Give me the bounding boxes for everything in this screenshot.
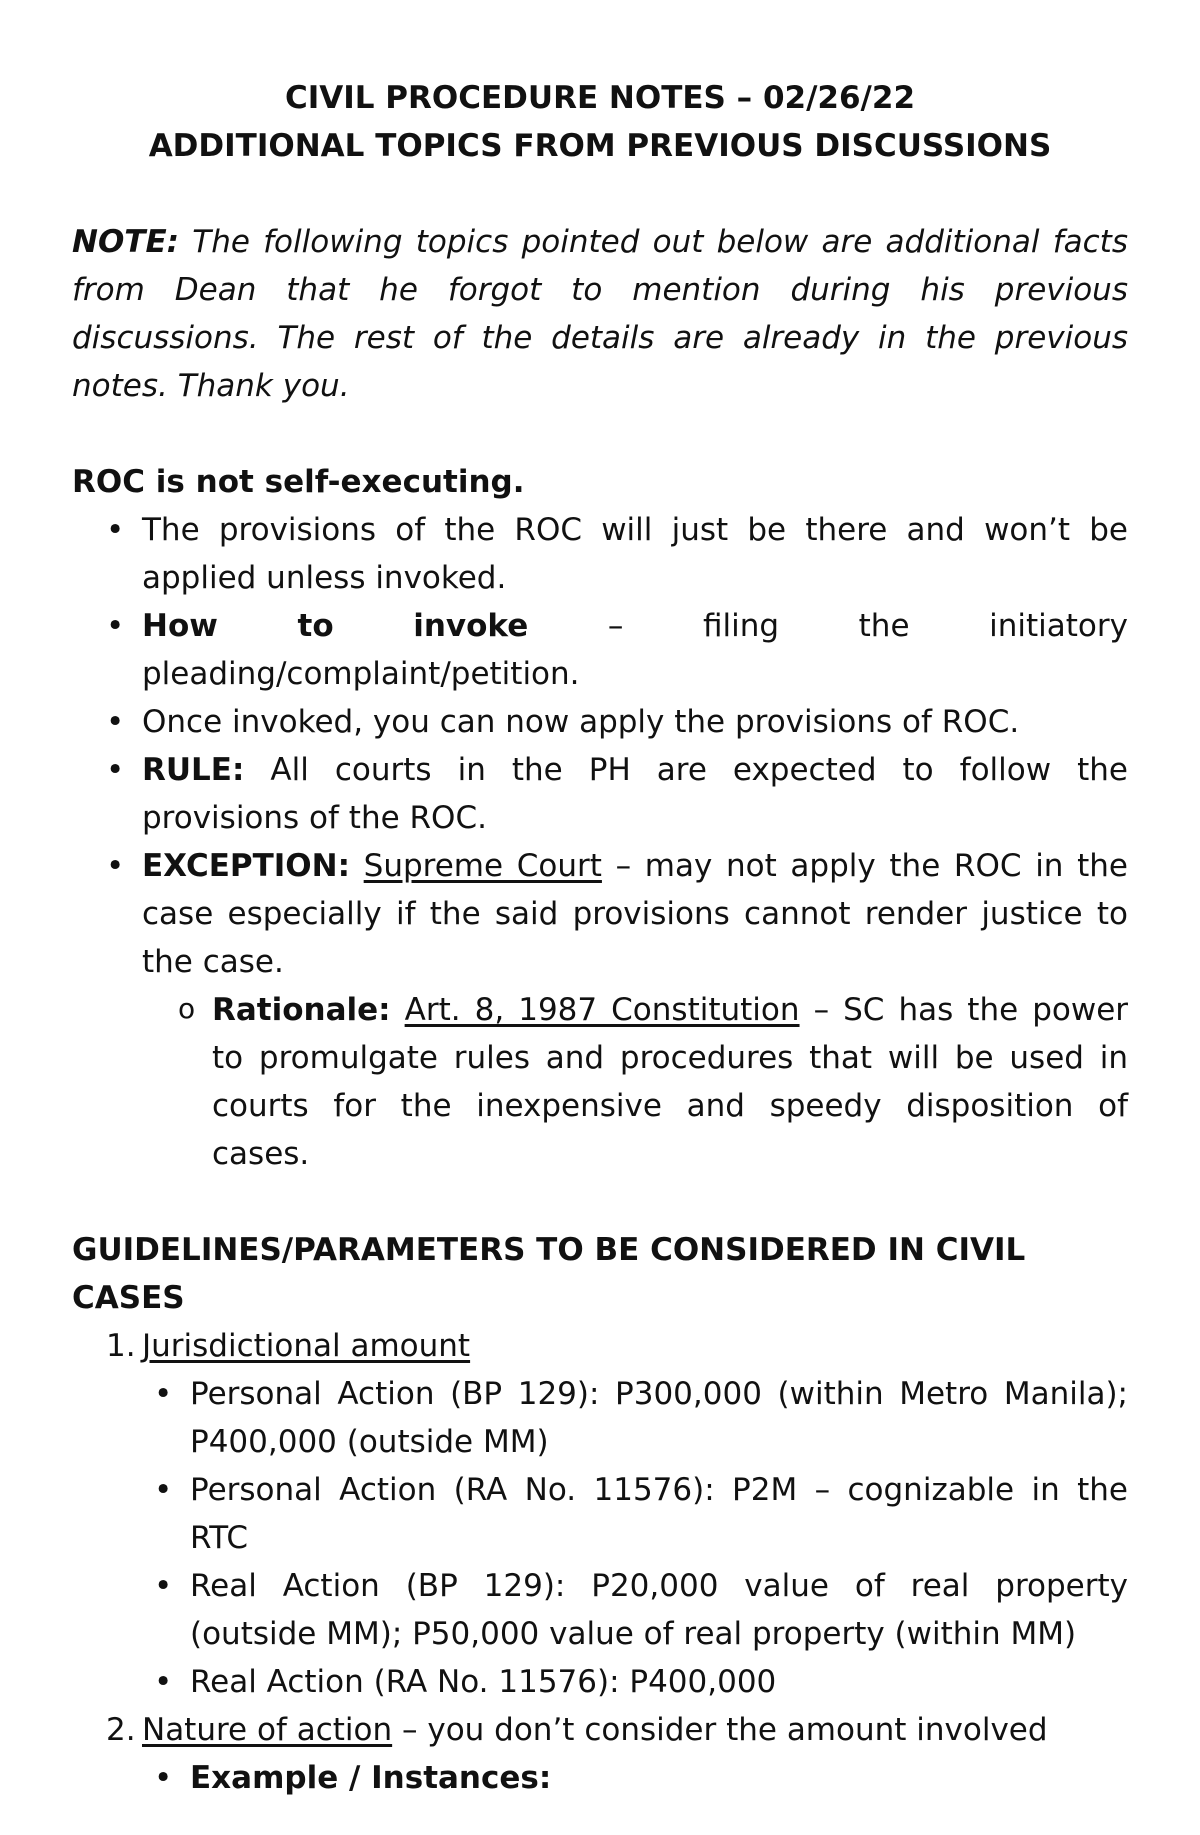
nature-of-action-bullets [142,1754,1128,1802]
dash-word: – [607,608,624,644]
item-text: – you don’t consider the amount involved [392,1712,1048,1748]
list-item [190,1370,1128,1466]
note-label: NOTE: [72,224,180,260]
rationale-sublist [142,986,1128,1178]
bullet-text: All courts in the PH are expected to follow the provisions of the ROC. [142,752,1128,836]
section-heading-roc: ROC is not self-executing. [72,464,525,500]
bullet-text: Personal Action (BP 129): P300,000 (within Metro Manila); P400,000 (outside MM) [190,1376,1128,1460]
jurisdictional-amount-bullets [142,1370,1128,1706]
bullet-text: – SC has the power to promulgate rules and procedures that will be used in courts for the inexpensive and speedy disposition of cases. [212,992,1129,1172]
jurisdictional-amount-label: Jurisdictional amount [142,1328,471,1364]
list-item [190,1658,1128,1706]
list-item [142,698,1128,746]
constitution-reference: Art. 8, 1987 Constitution [404,992,800,1028]
list-item [190,1754,1128,1802]
list-item [106,1706,1128,1802]
note-text: The following topics pointed out below are additional facts from Dean that he forgot to mention during his previous discussions. The rest of the details are already in the previous notes. Thank you. [72,224,1128,404]
rationale-label: Rationale: [212,992,391,1028]
invoke-word: invoke [413,608,529,644]
list-item [190,1562,1128,1658]
exception-label: EXCEPTION: [142,848,350,884]
spacer [72,1178,1128,1226]
bullet-text: Real Action (RA No. 11576): P400,000 [190,1664,777,1700]
example-instances-label: Example / Instances: [190,1760,552,1796]
nature-of-action-label: Nature of action [142,1712,393,1748]
bullet-text: Personal Action (RA No. 11576): P2M – cognizable in the RTC [190,1472,1128,1556]
list-number: 1. [106,1328,136,1364]
list-item [190,1466,1128,1562]
initiatory-word: initiatory [989,608,1128,644]
supreme-court-text: Supreme Court [363,848,602,884]
spacer [72,410,1128,458]
rule-label: RULE: [142,752,245,788]
note-paragraph [72,218,1128,410]
bullet-text: pleading/complaint/petition. [142,656,580,692]
the-word: the [858,608,910,644]
bullet-text: Once invoked, you can now apply the provisions of ROC. [142,704,1020,740]
document-title-line-2: ADDITIONAL TOPICS FROM PREVIOUS DISCUSSIONS [148,128,1052,164]
how-to-invoke-line [142,602,1128,650]
list-item [142,506,1128,602]
how-word: • How [142,608,218,644]
spacer [72,170,1128,218]
bullet-text: The provisions of the ROC will just be there and won’t be applied unless invoked. [142,512,1128,596]
roc-bullet-list [72,506,1128,1178]
bullet-text: – may not apply the ROC in the case especially if the said provisions cannot render justice to the case. [142,848,1128,980]
list-item [142,842,1128,1178]
document-title-line-1: CIVIL PROCEDURE NOTES – 02/26/22 [284,80,916,116]
list-number: 2. [106,1712,136,1748]
list-item [106,1322,1128,1706]
list-item [212,986,1128,1178]
guidelines-numbered-list [72,1322,1128,1802]
section-heading-guidelines: GUIDELINES/PARAMETERS TO BE CONSIDERED IN CIVIL CASES [72,1232,1026,1316]
to-word: to [297,608,334,644]
filing-word: filing [702,608,780,644]
list-item [142,602,1128,698]
list-item [142,746,1128,842]
bullet-text: Real Action (BP 129): P20,000 value of real property (outside MM); P50,000 value of real property (within MM) [190,1568,1128,1652]
